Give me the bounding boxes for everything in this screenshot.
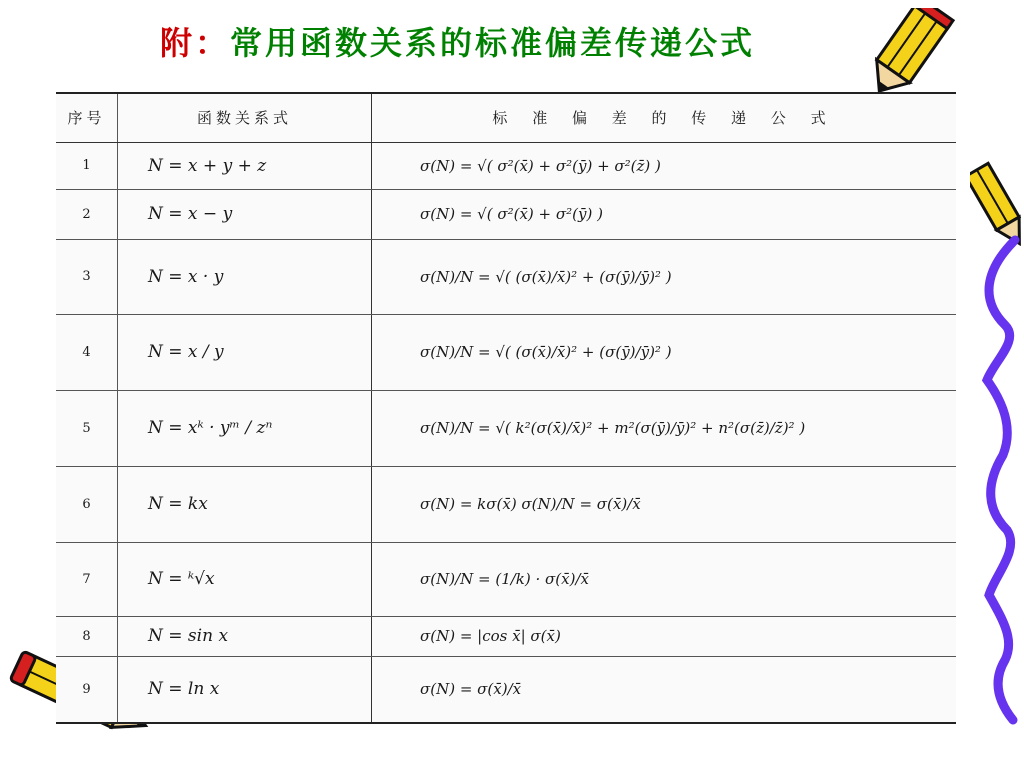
row-relation: N = kx [118, 466, 372, 542]
table-row [56, 390, 956, 466]
row-number: 3 [56, 239, 118, 314]
table-row [56, 466, 956, 542]
table-row [56, 314, 956, 390]
row-formula: σ(N) = σ(x̄)/x̄ [420, 680, 522, 699]
table-row [56, 542, 956, 616]
row-formula: σ(N) = kσ(x̄) σ(N)/N = σ(x̄)/x̄ [372, 466, 957, 542]
table-row [56, 189, 956, 239]
row-formula: σ(N) = √( σ²(x̄) + σ²(ȳ) + σ²(z̄) ) [372, 142, 957, 189]
header-formula: 标 准 偏 差 的 传 递 公 式 [372, 94, 957, 142]
row-number: 8 [56, 616, 118, 656]
title-prefix: 附： [160, 24, 231, 62]
header-number: 序号 [56, 94, 118, 142]
table-row [56, 656, 956, 722]
row-relation: N = x + y + z [118, 142, 372, 189]
row-relation: N = sin x [118, 616, 372, 656]
row-relation: N = xᵏ · yᵐ / zⁿ [118, 390, 372, 466]
row-number: 2 [56, 189, 118, 239]
table-header-row [56, 94, 956, 142]
row-number: 1 [56, 142, 118, 189]
squiggle-decoration [975, 230, 1024, 730]
row-relation: N = x · y [118, 239, 372, 314]
row-number: 4 [56, 314, 118, 390]
row-number: 9 [56, 656, 118, 722]
table-row [56, 142, 956, 189]
row-relation: N = ᵏ√x [118, 542, 372, 616]
slide-title [160, 18, 755, 64]
row-formula: σ(N) = |cos x̄| σ(x̄) [372, 616, 957, 656]
row-formula: σ(N)/N = (1/k) · σ(x̄)/x̄ [372, 542, 957, 616]
table-row [56, 616, 956, 656]
row-formula: σ(N) = √( σ²(x̄) + σ²(ȳ) ) [372, 189, 957, 239]
row-formula: σ(N)/N = √( (σ(x̄)/x̄)² + (σ(ȳ)/ȳ)² ) [372, 239, 957, 314]
title-main: 常用函数关系的标准偏差传递公式 [230, 24, 756, 62]
row-number: 7 [56, 542, 118, 616]
row-number: 5 [56, 390, 118, 466]
row-relation: N = x − y [118, 189, 372, 239]
row-relation: N = ln x [118, 656, 372, 722]
pencil-icon [858, 8, 958, 93]
formula-table [56, 94, 956, 722]
row-formula: σ(N)/N = √( (σ(x̄)/x̄)² + (σ(ȳ)/ȳ)² ) [372, 314, 957, 390]
row-number: 6 [56, 466, 118, 542]
formula-table-scan [56, 92, 956, 724]
row-relation: N = x / y [118, 314, 372, 390]
table-row [56, 239, 956, 314]
header-relation: 函数关系式 [118, 94, 372, 142]
row-formula: σ(N)/N = √( k²(σ(x̄)/x̄)² + m²(σ(ȳ)/ȳ)² + n²(σ(z̄)/z̄)² ) [372, 390, 957, 466]
